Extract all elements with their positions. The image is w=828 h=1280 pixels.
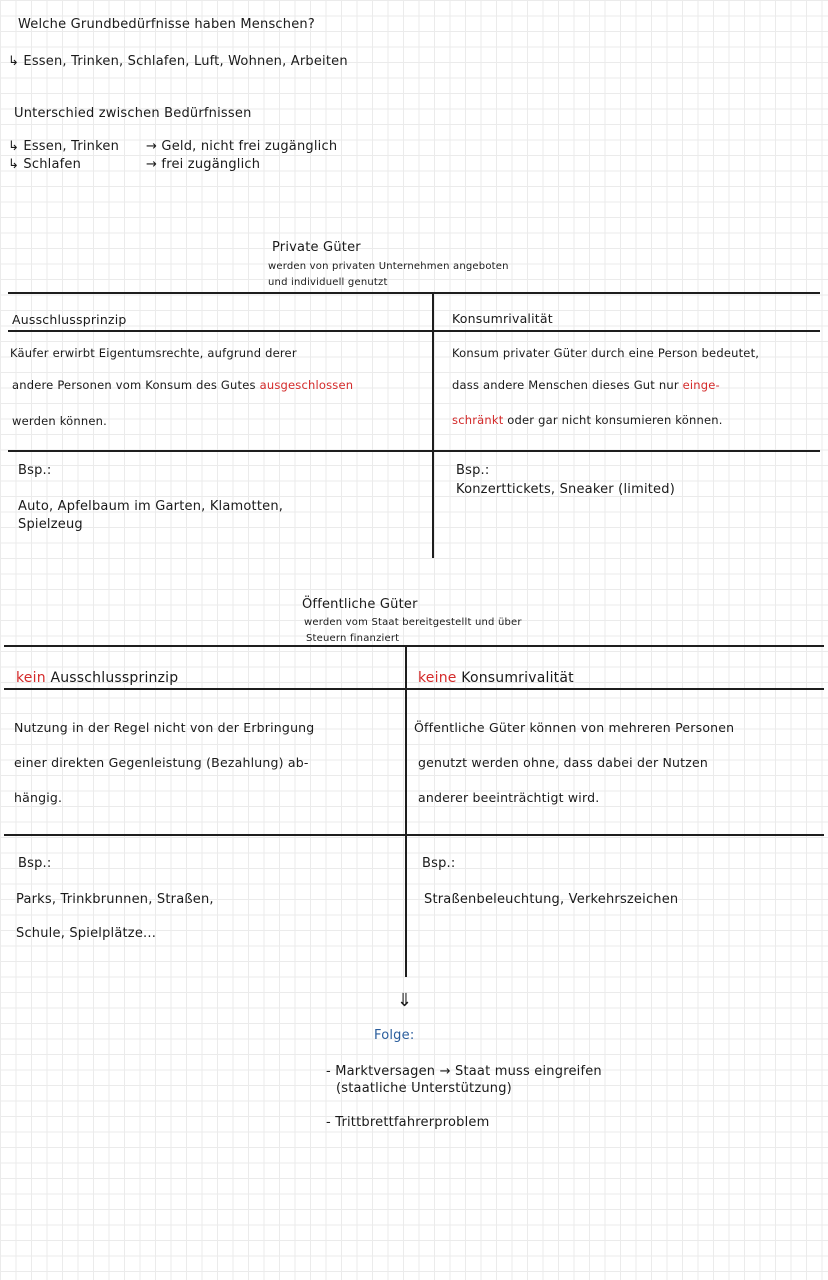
answer-difference-2-left: ↳ Schlafen — [8, 157, 82, 172]
answer-difference-1-right: → Geld, nicht frei zugänglich — [146, 139, 338, 154]
public-right-text-1: Öffentliche Güter können von mehreren Personen — [414, 720, 735, 735]
public-left-text-1: Nutzung in der Regel nicht von der Erbringung — [14, 720, 315, 735]
private-right-heading: Konsumrivalität — [452, 311, 553, 326]
answer-difference-1-left: ↳ Essen, Trinken — [8, 139, 120, 154]
public-table-divider — [405, 645, 407, 977]
private-right-text-3: schränkt oder gar nicht konsumieren können. — [452, 413, 723, 427]
question-difference: Unterschied zwischen Bedürfnissen — [14, 106, 252, 121]
public-goods-subtitle-1: werden vom Staat bereitgestellt und über — [304, 617, 522, 628]
highlight-kein: kein — [16, 670, 46, 686]
public-right-text-2: genutzt werden ohne, dass dabei der Nutzen — [418, 755, 709, 770]
highlight-einge: einge- — [682, 378, 720, 392]
private-goods-subtitle-1: werden von privaten Unternehmen angeboten — [268, 261, 509, 272]
private-table-example-rule — [8, 450, 820, 452]
consequence-item-1-detail: (staatliche Unterstützung) — [336, 1081, 512, 1096]
question-basic-needs: Welche Grundbedürfnisse haben Menschen? — [18, 17, 315, 32]
private-left-example-2: Spielzeug — [18, 517, 83, 532]
private-goods-title: Private Güter — [272, 240, 361, 255]
public-right-text-3: anderer beeinträchtigt wird. — [418, 790, 600, 805]
public-left-example-2: Schule, Spielplätze... — [16, 926, 157, 941]
public-right-example-label: Bsp.: — [422, 856, 456, 871]
private-left-example-1: Auto, Apfelbaum im Garten, Klamotten, — [18, 499, 284, 514]
private-left-example-label: Bsp.: — [18, 463, 52, 478]
private-left-text-2: andere Personen vom Konsum des Gutes ausgeschlossen — [12, 378, 354, 392]
private-right-example-label: Bsp.: — [456, 463, 490, 478]
consequence-item-1: - Marktversagen → Staat muss eingreifen — [326, 1064, 602, 1079]
public-left-example-label: Bsp.: — [18, 856, 52, 871]
private-table-head-rule — [8, 330, 820, 332]
consequence-label: Folge: — [374, 1028, 415, 1043]
private-left-text-1: Käufer erwirbt Eigentumsrechte, aufgrund derer — [10, 346, 297, 360]
private-left-text-3: werden können. — [12, 414, 108, 428]
double-down-arrow-icon: ⇓ — [397, 990, 413, 1011]
private-left-heading: Ausschlussprinzip — [12, 312, 127, 327]
highlight-ausgeschlossen: ausgeschlossen — [259, 378, 354, 392]
answer-basic-needs: ↳ Essen, Trinken, Schlafen, Luft, Wohnen, Arbeiten — [8, 54, 348, 69]
public-goods-subtitle-2: Steuern finanziert — [306, 633, 400, 644]
private-table-top-rule — [8, 292, 820, 294]
private-right-example-1: Konzerttickets, Sneaker (limited) — [456, 482, 675, 497]
answer-difference-2-right: → frei zugänglich — [146, 157, 261, 172]
highlight-keine: keine — [418, 670, 457, 686]
private-right-text-1: Konsum privater Güter durch eine Person bedeutet, — [452, 346, 760, 360]
public-left-example-1: Parks, Trinkbrunnen, Straßen, — [16, 892, 214, 907]
consequence-item-2: - Trittbrettfahrerproblem — [326, 1115, 490, 1130]
public-table-example-rule — [4, 834, 824, 836]
highlight-schraenkt: schränkt — [452, 413, 504, 427]
public-table-head-rule — [4, 688, 824, 690]
public-right-example-1: Straßenbeleuchtung, Verkehrszeichen — [424, 892, 679, 907]
public-left-heading: kein Ausschlussprinzip — [16, 670, 179, 686]
public-right-heading: keine Konsumrivalität — [418, 670, 574, 686]
private-right-text-2: dass andere Menschen dieses Gut nur einge- — [452, 378, 720, 392]
public-left-text-3: hängig. — [14, 790, 63, 805]
public-table-top-rule — [4, 645, 824, 647]
public-goods-title: Öffentliche Güter — [302, 597, 418, 612]
private-goods-subtitle-2: und individuell genutzt — [268, 277, 388, 288]
public-left-text-2: einer direkten Gegenleistung (Bezahlung) ab- — [14, 755, 309, 770]
